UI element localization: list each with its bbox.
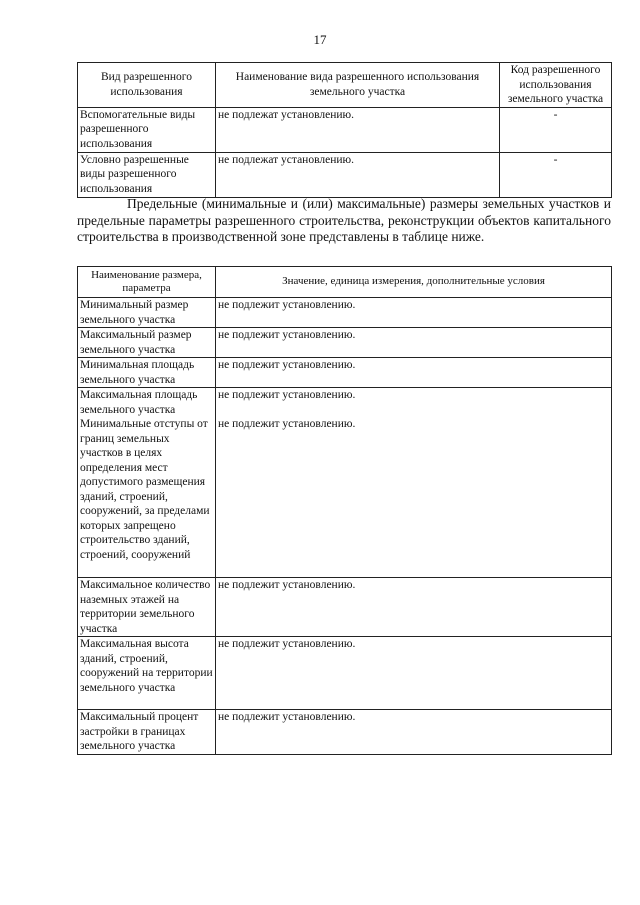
page-number: 17 [313,32,327,47]
table-row [78,298,612,328]
column-header: Вид разрешенного использования [78,63,216,108]
column-header: Код разрешенного использования земельного участка [500,63,612,108]
table-row [78,328,612,358]
table-row [78,710,612,755]
parameter-name-cell: Минимальный размер земельного участка [78,298,216,328]
parameter-value-cell: не подлежит установлению. [216,710,612,755]
table-row [78,358,612,388]
table-row [78,388,612,418]
parameter-value-cell: не подлежит установлению. [216,358,612,388]
parameter-name-cell: Максимальное количество наземных этажей на территории земельного участка [78,578,216,637]
table-row [78,107,612,152]
table-row [78,637,612,710]
table-header-row [78,267,612,298]
table-header-row [78,63,612,108]
table-row [78,152,612,197]
body-paragraph: Предельные (минимальные и (или) максимальные) размеры земельных участков и предельные параметры разрешенного строительства, реконструкции объектов капитального строительства в производственной зоне представлены в таблице ниже. [77,196,611,244]
parameter-name-cell: Минимальная площадь земельного участка [78,358,216,388]
use-code-cell: - [500,152,612,197]
use-name-cell: не подлежат установлению. [216,152,500,197]
parameter-value-cell: не подлежит установлению. [216,298,612,328]
parameter-value-cell: не подлежит установлению. [216,388,612,418]
parameter-name-cell: Максимальная высота зданий, строений, сооружений на территории земельного участка [78,637,216,710]
table-row [78,578,612,637]
parameter-value-cell: не подлежит установлению. [216,328,612,358]
column-header: Наименование размера, параметра [78,267,216,298]
parameter-name-cell: Максимальная площадь земельного участка [78,388,216,418]
parameter-value-cell: не подлежит установлению. [216,637,612,710]
use-code-cell: - [500,107,612,152]
parameter-value-cell: не подлежит установлению. [216,578,612,637]
table-row [78,417,612,578]
use-type-cell: Вспомогательные виды разрешенного использования [78,107,216,152]
parameter-name-cell: Минимальные отступы от границ земельных участков в целях определения мест допустимого размещения зданий, строений, сооружений, за пределами которых запрещено строительство зданий, строений, сооружений [78,417,216,578]
permitted-use-table [77,62,612,198]
column-header: Значение, единица измерения, дополнительные условия [216,267,612,298]
parameter-name-cell: Максимальный размер земельного участка [78,328,216,358]
use-name-cell: не подлежат установлению. [216,107,500,152]
use-type-cell: Условно разрешенные виды разрешенного использования [78,152,216,197]
parameters-table [77,266,612,755]
column-header: Наименование вида разрешенного использования земельного участка [216,63,500,108]
parameter-name-cell: Максимальный процент застройки в границах земельного участка [78,710,216,755]
parameter-value-cell: не подлежит установлению. [216,417,612,578]
